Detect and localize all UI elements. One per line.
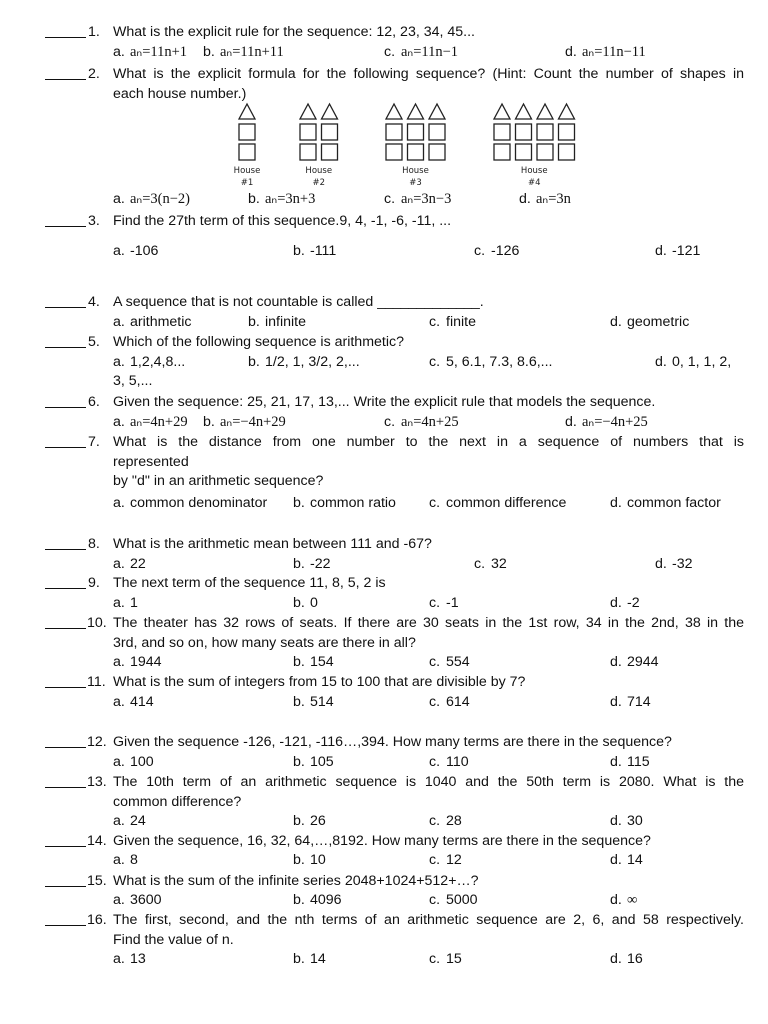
choice-8-c-label: c. — [474, 556, 486, 572]
question-number-3: 3. — [88, 213, 100, 229]
choice-13-d-value: 30 — [627, 813, 643, 829]
question-number-4: 4. — [88, 294, 100, 310]
roof-triangle — [386, 104, 402, 119]
choice-1-d-label: d. — [565, 44, 577, 60]
choice-7-d-label: d. — [610, 495, 622, 511]
wall-square — [239, 144, 255, 160]
wall-square — [516, 144, 532, 160]
wall-square — [300, 144, 316, 160]
question-number-6: 6. — [88, 394, 100, 410]
choice-8-a-value: 22 — [130, 556, 146, 572]
question-text-7-line-1: What is the distance from one number to the next in a sequence of numbers that is — [113, 434, 744, 450]
question-text-9-line-1: The next term of the sequence 11, 8, 5, 2 is — [113, 575, 386, 591]
wall-square — [239, 124, 255, 140]
choice-3-b-label: b. — [293, 243, 305, 259]
choice-16-a-value: 13 — [130, 951, 146, 967]
question-number-16: 16. — [87, 912, 107, 928]
choice-16-a-label: a. — [113, 951, 125, 967]
question-number-2: 2. — [88, 66, 100, 82]
choice-7-b-value: common ratio — [310, 495, 396, 511]
question-number-13: 13. — [87, 774, 107, 790]
question-text-14-line-1: Given the sequence, 16, 32, 64,…,8192. How many terms are there in the sequence? — [113, 833, 651, 849]
choice-11-a-value: 414 — [130, 694, 154, 710]
choice-13-a-value: 24 — [130, 813, 146, 829]
answer-blank-6[interactable] — [45, 394, 86, 408]
question-number-14: 14. — [87, 833, 107, 849]
choice-2-d-label: d. — [519, 191, 531, 207]
choice-2-c-value: aₙ=3n−3 — [401, 191, 452, 207]
wall-square — [537, 144, 553, 160]
house-label: House — [233, 166, 261, 176]
choice-5-a-value: 1,2,4,8... — [130, 354, 186, 370]
choice-14-d-label: d. — [610, 852, 622, 868]
wall-square — [322, 144, 338, 160]
choice-8-a-label: a. — [113, 556, 125, 572]
choice-12-a-label: a. — [113, 754, 125, 770]
question-number-11: 11. — [87, 674, 106, 690]
choice-7-a-value: common denominator — [130, 495, 268, 511]
house-3 — [386, 104, 445, 188]
answer-blank-5[interactable] — [45, 334, 86, 348]
answer-blank-7[interactable] — [45, 434, 86, 448]
choice-3-d-label: d. — [655, 243, 667, 259]
wall-square — [386, 124, 402, 140]
wall-square — [300, 124, 316, 140]
choice-15-d-label: d. — [610, 892, 622, 908]
roof-triangle — [322, 104, 338, 119]
wall-square — [386, 144, 402, 160]
roof-triangle — [559, 104, 575, 119]
choice-7-d-value: common factor — [627, 495, 721, 511]
wall-square — [408, 124, 424, 140]
answer-blank-10[interactable] — [45, 615, 86, 629]
choice-4-d-label: d. — [610, 314, 622, 330]
choice-12-b-value: 105 — [310, 754, 334, 770]
house-number: #3 — [409, 178, 422, 188]
wall-square — [559, 144, 575, 160]
question-number-7: 7. — [88, 434, 100, 450]
question-number-8: 8. — [88, 536, 100, 552]
answer-blank-13[interactable] — [45, 774, 86, 788]
choice-16-c-value: 15 — [446, 951, 462, 967]
choice-6-a-label: a. — [113, 414, 125, 430]
choice-4-c-value: finite — [446, 314, 476, 330]
wall-square — [537, 124, 553, 140]
choice-16-b-label: b. — [293, 951, 305, 967]
choice-15-a-value: 3600 — [130, 892, 162, 908]
choice-15-b-value: 4096 — [310, 892, 342, 908]
roof-triangle — [516, 104, 532, 119]
choice-15-c-label: c. — [429, 892, 441, 908]
choice-10-c-value: 554 — [446, 654, 470, 670]
house-number: #2 — [312, 178, 326, 188]
choice-5-b-value: 1/2, 1, 3/2, 2,... — [265, 354, 360, 370]
wall-square — [516, 124, 532, 140]
question-text-13-line-2: common difference? — [113, 793, 242, 810]
choice-2-c-label: c. — [384, 191, 396, 207]
choice-12-c-label: c. — [429, 754, 441, 770]
choice-11-b-value: 514 — [310, 694, 334, 710]
answer-blank-15[interactable] — [45, 873, 86, 887]
choice-5-d-label: d. — [655, 354, 667, 370]
house-label: House — [520, 166, 548, 176]
wall-square — [429, 124, 445, 140]
roof-triangle — [494, 104, 510, 119]
question-text-6-line-1: Given the sequence: 25, 21, 17, 13,... Write the explicit rule that models the sequence. — [113, 394, 656, 410]
choice-7-a-label: a. — [113, 495, 125, 511]
house-4 — [494, 104, 575, 188]
choice-4-d-value: geometric — [627, 314, 690, 330]
roof-triangle — [408, 104, 424, 119]
choice-2-a-value: aₙ=3(n−2) — [130, 191, 190, 207]
choice-4-a-value: arithmetic — [130, 314, 192, 330]
house-label: House — [305, 166, 333, 176]
house-number: #1 — [240, 178, 254, 188]
choice-4-b-label: b. — [248, 314, 260, 330]
question-text-7-line-2: represented — [113, 453, 189, 470]
choice-13-a-label: a. — [113, 813, 125, 829]
question-text-12-line-1: Given the sequence -126, -121, -116…,394. How many terms are there in the sequence? — [113, 734, 672, 750]
choice-1-b-label: b. — [203, 44, 215, 60]
choice-4-a-label: a. — [113, 314, 125, 330]
choice-3-a-label: a. — [113, 243, 125, 259]
choice-11-d-value: 714 — [627, 694, 651, 710]
choice-14-b-value: 10 — [310, 852, 326, 868]
choice-5-d-value: 0, 1, 1, 2, — [672, 354, 732, 370]
choice-11-d-label: d. — [610, 694, 622, 710]
question-text-15-line-1: What is the sum of the infinite series 2048+1024+512+…? — [113, 873, 479, 889]
choice-14-a-value: 8 — [130, 852, 138, 868]
choice-9-d-value: -2 — [627, 595, 640, 611]
wall-square — [494, 124, 510, 140]
choice-2-b-value: aₙ=3n+3 — [265, 191, 316, 207]
question-text-10-line-1: The theater has 32 rows of seats. If there are 30 seats in the 1st row, 34 in the 2nd, 38 in the — [113, 615, 744, 631]
choice-14-b-label: b. — [293, 852, 305, 868]
choice-16-b-value: 14 — [310, 951, 326, 967]
choice-6-d-label: d. — [565, 414, 577, 430]
wall-square — [429, 144, 445, 160]
choice-8-d-label: d. — [655, 556, 667, 572]
choice-5-b-label: b. — [248, 354, 260, 370]
choice-4-c-label: c. — [429, 314, 441, 330]
question-number-1: 1. — [88, 24, 100, 40]
wall-square — [322, 124, 338, 140]
wall-square — [559, 124, 575, 140]
choice-1-b-value: aₙ=11n+11 — [220, 44, 284, 60]
choice-9-a-value: 1 — [130, 595, 138, 611]
choice-9-b-value: 0 — [310, 595, 318, 611]
question-text-16-line-1: The first, second, and the nth terms of an arithmetic sequence are 2, 6, and 58 respectively. — [113, 912, 744, 928]
choice-6-d-value: aₙ=−4n+25 — [582, 414, 648, 430]
choice-9-d-label: d. — [610, 595, 622, 611]
choice-14-c-value: 12 — [446, 852, 462, 868]
choice-3-b-value: -111 — [310, 243, 337, 259]
question-number-15: 15. — [87, 873, 107, 889]
choice-5-wrap: 3, 5,... — [113, 373, 153, 389]
choice-10-d-label: d. — [610, 654, 622, 670]
choice-6-b-value: aₙ=−4n+29 — [220, 414, 286, 430]
choice-7-c-label: c. — [429, 495, 441, 511]
choice-15-a-label: a. — [113, 892, 125, 908]
choice-11-c-value: 614 — [446, 694, 470, 710]
choice-10-b-value: 154 — [310, 654, 334, 670]
choice-13-c-label: c. — [429, 813, 441, 829]
question-text-5-line-1: Which of the following sequence is arithmetic? — [113, 334, 404, 350]
choice-14-c-label: c. — [429, 852, 441, 868]
choice-2-b-label: b. — [248, 191, 260, 207]
question-number-9: 9. — [88, 575, 100, 591]
choice-14-d-value: 14 — [627, 852, 643, 868]
choice-10-c-label: c. — [429, 654, 441, 670]
choice-11-c-label: c. — [429, 694, 441, 710]
choice-8-d-value: -32 — [672, 556, 693, 572]
choice-1-a-label: a. — [113, 44, 125, 60]
choice-9-c-value: -1 — [446, 595, 459, 611]
answer-blank-9[interactable] — [45, 575, 86, 589]
answer-blank-4[interactable] — [45, 294, 86, 308]
choice-1-a-value: aₙ=11n+1 — [130, 44, 188, 60]
choice-10-a-label: a. — [113, 654, 125, 670]
choice-6-b-label: b. — [203, 414, 215, 430]
choice-2-d-value: aₙ=3n — [536, 191, 571, 207]
choice-6-c-label: c. — [384, 414, 396, 430]
house-label: House — [402, 166, 429, 176]
question-text-2-line-2: each house number.) — [113, 85, 247, 102]
choice-5-c-value: 5, 6.1, 7.3, 8.6,... — [446, 354, 553, 370]
choice-15-c-value: 5000 — [446, 892, 478, 908]
choice-12-a-value: 100 — [130, 754, 154, 770]
choice-10-a-value: 1944 — [130, 654, 162, 670]
house-figures — [0, 0, 768, 200]
choice-8-c-value: 32 — [491, 556, 507, 572]
choice-8-b-label: b. — [293, 556, 305, 572]
roof-triangle — [429, 104, 445, 119]
choice-8-b-value: -22 — [310, 556, 331, 572]
answer-blank-8[interactable] — [45, 536, 86, 550]
question-text-8-line-1: What is the arithmetic mean between 111 and -67? — [113, 536, 432, 552]
question-text-7-line-3: by "d" in an arithmetic sequence? — [113, 473, 324, 489]
choice-12-c-value: 110 — [446, 754, 469, 770]
choice-12-d-value: 115 — [627, 754, 650, 770]
choice-16-d-label: d. — [610, 951, 622, 967]
choice-13-c-value: 28 — [446, 813, 462, 829]
choice-7-c-value: common difference — [446, 495, 567, 511]
choice-9-b-label: b. — [293, 595, 305, 611]
roof-triangle — [239, 104, 255, 119]
choice-3-c-label: c. — [474, 243, 486, 259]
choice-9-c-label: c. — [429, 595, 441, 611]
choice-2-a-label: a. — [113, 191, 125, 207]
question-text-4-line-1: A sequence that is not countable is called _____________. — [113, 294, 484, 310]
choice-1-d-value: aₙ=11n−11 — [582, 44, 646, 60]
choice-5-a-label: a. — [113, 354, 125, 370]
choice-13-b-value: 26 — [310, 813, 326, 829]
wall-square — [408, 144, 424, 160]
wall-square — [494, 144, 510, 160]
answer-blank-16[interactable] — [45, 912, 86, 926]
choice-10-d-value: 2944 — [627, 654, 659, 670]
choice-16-c-label: c. — [429, 951, 441, 967]
question-number-5: 5. — [88, 334, 100, 350]
answer-blank-3[interactable] — [45, 213, 86, 227]
roof-triangle — [537, 104, 553, 119]
house-1 — [234, 104, 261, 188]
choice-15-d-value: ∞ — [627, 892, 638, 908]
choice-6-a-value: aₙ=4n+29 — [130, 414, 188, 430]
answer-blank-11[interactable] — [45, 674, 86, 688]
choice-3-d-value: -121 — [672, 243, 701, 259]
choice-14-a-label: a. — [113, 852, 125, 868]
choice-16-d-value: 16 — [627, 951, 643, 967]
choice-5-c-label: c. — [429, 354, 441, 370]
choice-15-b-label: b. — [293, 892, 305, 908]
choice-11-b-label: b. — [293, 694, 305, 710]
choice-12-d-label: d. — [610, 754, 622, 770]
roof-triangle — [300, 104, 316, 119]
choice-7-b-label: b. — [293, 495, 305, 511]
choice-9-a-label: a. — [113, 595, 125, 611]
choice-4-b-value: infinite — [265, 314, 307, 330]
question-number-12: 12. — [87, 734, 107, 750]
choice-13-d-label: d. — [610, 813, 622, 829]
answer-blank-14[interactable] — [45, 833, 86, 847]
question-text-10-line-2: 3rd, and so on, how many seats are there in all? — [113, 634, 416, 651]
question-text-13-line-1: The 10th term of an arithmetic sequence is 1040 and the 50th term is 2080. What is the — [113, 774, 744, 790]
choice-12-b-label: b. — [293, 754, 305, 770]
question-text-16-line-2: Find the value of n. — [113, 931, 234, 948]
question-text-2-line-1: What is the explicit formula for the following sequence? (Hint: Count the number of shapes in — [113, 66, 744, 82]
choice-3-c-value: -126 — [491, 243, 520, 259]
question-text-1-line-1: What is the explicit rule for the sequence: 12, 23, 34, 45... — [113, 24, 475, 40]
question-text-3-line-1: Find the 27th term of this sequence.9, 4, -1, -6, -11, ... — [113, 213, 452, 229]
question-text-11-line-1: What is the sum of integers from 15 to 100 that are divisible by 7? — [113, 674, 526, 690]
choice-1-c-value: aₙ=11n−1 — [401, 44, 459, 60]
choice-6-c-value: aₙ=4n+25 — [401, 414, 459, 430]
choice-10-b-label: b. — [293, 654, 305, 670]
house-2 — [300, 104, 338, 188]
choice-11-a-label: a. — [113, 694, 125, 710]
answer-blank-12[interactable] — [45, 734, 86, 748]
question-number-10: 10. — [87, 615, 107, 631]
house-number: #4 — [527, 178, 541, 188]
choice-13-b-label: b. — [293, 813, 305, 829]
choice-3-a-value: -106 — [130, 243, 159, 259]
choice-1-c-label: c. — [384, 44, 396, 60]
